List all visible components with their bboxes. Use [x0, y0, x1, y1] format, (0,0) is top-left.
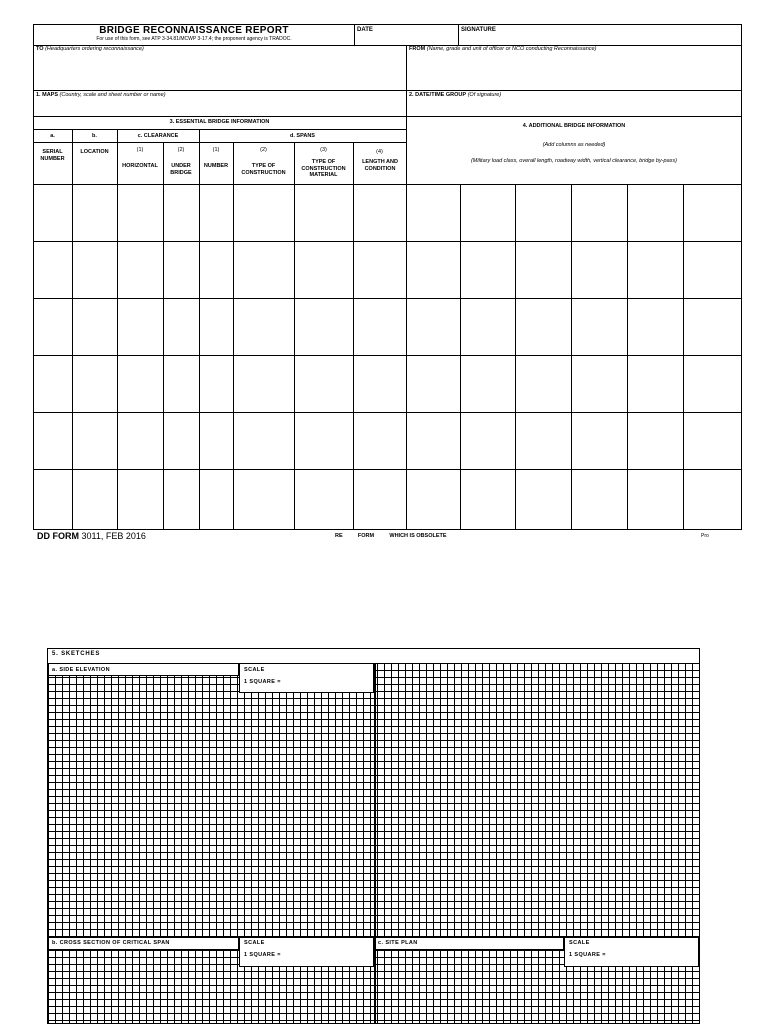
d2-num: (2) [260, 147, 267, 153]
serial-number-header: SERIAL NUMBER [40, 149, 65, 162]
col-a: a. [50, 133, 55, 139]
from-label: FROM [409, 46, 426, 52]
under-bridge-header: UNDER BRIDGE [170, 163, 192, 176]
from-field[interactable] [409, 46, 596, 53]
site-scale-label: SCALE [569, 940, 590, 946]
cross-section-label: b. CROSS SECTION OF CRITICAL SPAN [52, 940, 170, 946]
clearance-label: c. CLEARANCE [137, 133, 179, 139]
d4-num: (4) [376, 149, 383, 155]
form-number-rest: 3011, FEB 2016 [81, 531, 146, 541]
to-field[interactable] [36, 46, 144, 53]
horizontal-header: HORIZONTAL [122, 163, 158, 169]
d3-num: (3) [320, 147, 327, 153]
signature-label: SIGNATURE [461, 27, 496, 33]
date-label: DATE [357, 27, 373, 33]
form-frame [33, 24, 742, 530]
from-hint: (Name, grade and unit of officer or NCO conducting Reconnaissance) [426, 46, 597, 52]
cross-scale-label: SCALE [244, 940, 265, 946]
dtg-field[interactable] [409, 92, 501, 99]
section4-note2: (Military load class, overall length, roadway width, vertical clearance, bridge by-pass) [470, 158, 678, 164]
side-square-label: 1 SQUARE = [244, 679, 281, 685]
form-title: BRIDGE RECONNAISSANCE REPORT [99, 25, 289, 36]
c2-num: (2) [177, 147, 185, 153]
site-plan-label: c. SITE PLAN [378, 940, 418, 946]
c1-num: (1) [136, 147, 144, 153]
sketches-title: 5. SKETCHES [52, 651, 101, 657]
form-subtitle: For use of this form, see ATP 3-34.81/MCWP 3-17.4; the proponent agency is TRADOC. [96, 36, 292, 42]
dtg-label: 2. DATE/TIME GROUP [409, 92, 467, 98]
number-header: NUMBER [203, 163, 229, 169]
spans-label: d. SPANS [290, 133, 315, 139]
maps-field[interactable] [36, 92, 166, 99]
d1-num: (1) [212, 147, 220, 153]
side-scale-label: SCALE [244, 667, 265, 673]
maps-label: 1. MAPS [36, 92, 59, 98]
length-condition-header: LENGTH AND CONDITION [362, 159, 398, 172]
type-material-header: TYPE OF CONSTRUCTION MATERIAL [301, 159, 346, 178]
section3-title: 3. ESSENTIAL BRIDGE INFORMATION [169, 119, 270, 125]
maps-hint: (Country, scale and sheet number or name) [59, 92, 166, 98]
section4-note1: (Add columns as needed) [542, 142, 606, 148]
cross-square-label: 1 SQUARE = [244, 952, 281, 958]
obsolete-note: RE FORM WHICH IS OBSOLETE [335, 533, 447, 539]
type-construction-header: TYPE OF CONSTRUCTION [241, 163, 286, 176]
site-square-label: 1 SQUARE = [569, 952, 606, 958]
to-hint: (Headquarters ordering reconnaissance) [45, 46, 144, 52]
side-elevation-label: a. SIDE ELEVATION [52, 667, 110, 673]
dtg-hint: (Of signature) [467, 92, 502, 98]
form-number [37, 531, 146, 541]
section4-title: 4. ADDITIONAL BRIDGE INFORMATION [522, 123, 626, 129]
location-header: LOCATION [80, 149, 109, 155]
footer-right: Pro [701, 533, 709, 539]
col-b: b. [92, 133, 97, 139]
form-number-bold: DD FORM [37, 531, 79, 541]
to-label: TO [36, 46, 44, 52]
